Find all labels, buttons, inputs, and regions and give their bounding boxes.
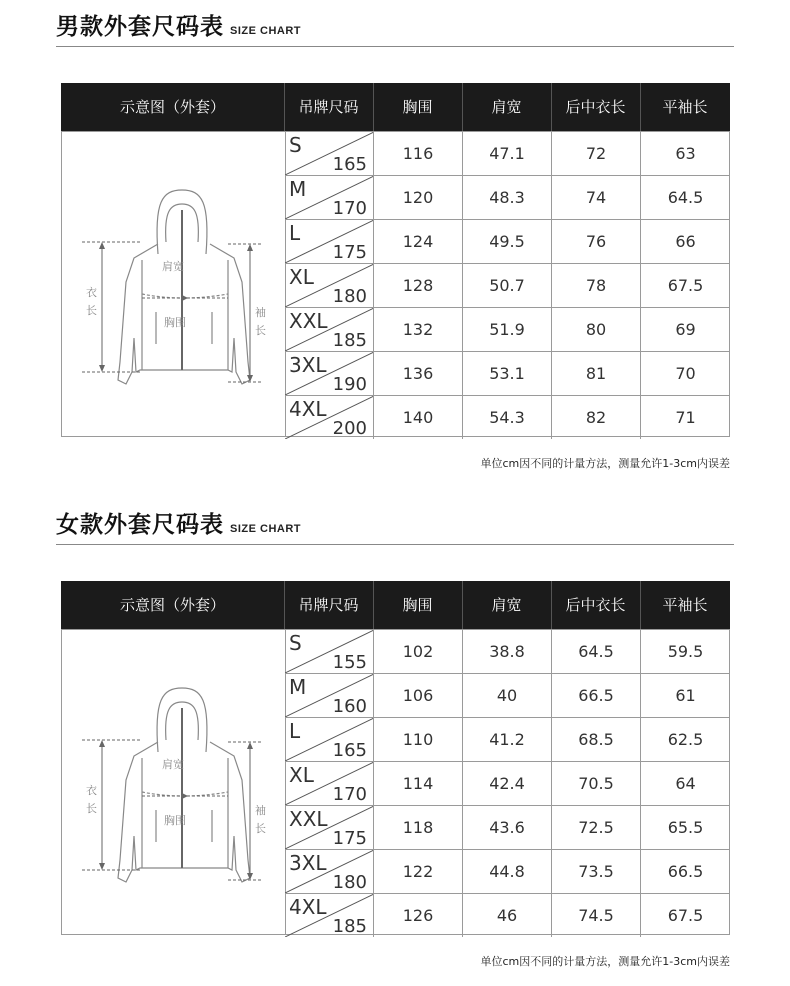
- shoulder-cell: 53.1: [463, 352, 552, 395]
- sleeve-cell: 70: [675, 364, 696, 383]
- table-body: [61, 131, 730, 437]
- back-length-cell: 74: [552, 176, 641, 219]
- label-shoulder: 肩宽: [162, 260, 184, 273]
- sleeve-cell: 67.5: [667, 906, 704, 925]
- chest-cell: 126: [374, 894, 463, 937]
- header-diagram: 示意图（外套）: [119, 98, 225, 116]
- title-divider: [56, 544, 734, 545]
- size-cell: [285, 674, 374, 717]
- table-row: [285, 396, 730, 440]
- size-label: S: [289, 631, 302, 655]
- label-chest: 胸围: [164, 316, 186, 329]
- label-length: 衣长: [86, 784, 97, 815]
- height-label: 170: [332, 784, 367, 805]
- size-cell: [285, 176, 374, 219]
- title-divider: [56, 46, 734, 47]
- jacket-diagram: [62, 630, 286, 934]
- height-label: 185: [332, 916, 367, 937]
- chest-cell: 128: [374, 264, 463, 307]
- table-row: [285, 762, 730, 806]
- sleeve-cell: 67.5: [667, 276, 704, 295]
- section-title-text: 男款外套尺码表: [56, 14, 224, 40]
- table-row: [285, 176, 730, 220]
- chest-cell: 140: [374, 396, 463, 439]
- size-label: XXL: [289, 309, 328, 333]
- table-row: [285, 806, 730, 850]
- shoulder-cell: 44.8: [463, 850, 552, 893]
- shoulder-cell: 41.2: [463, 718, 552, 761]
- chest-cell: 120: [374, 176, 463, 219]
- back-length-cell: 73.5: [552, 850, 641, 893]
- header-chest: 胸围: [402, 596, 433, 614]
- sleeve-cell: 66: [675, 232, 696, 251]
- back-length-cell: 72: [552, 132, 641, 175]
- label-chest: 胸围: [164, 814, 186, 827]
- shoulder-cell: 40: [463, 674, 552, 717]
- chest-cell: 118: [374, 806, 463, 849]
- section-subtitle: SIZE CHART: [230, 523, 301, 535]
- shoulder-cell: 48.3: [463, 176, 552, 219]
- shoulder-cell: 49.5: [463, 220, 552, 263]
- size-label: L: [289, 221, 301, 245]
- back-length-cell: 74.5: [552, 894, 641, 937]
- shoulder-cell: 50.7: [463, 264, 552, 307]
- back-length-cell: 82: [552, 396, 641, 439]
- table-row: [285, 132, 730, 176]
- sleeve-cell: 66.5: [667, 862, 704, 881]
- size-label: M: [289, 675, 307, 699]
- size-label: XL: [289, 265, 314, 289]
- shoulder-cell: 54.3: [463, 396, 552, 439]
- header-chest: 胸围: [402, 98, 433, 116]
- section-title: [56, 506, 301, 546]
- chest-cell: 132: [374, 308, 463, 351]
- size-label: XXL: [289, 807, 328, 831]
- back-length-cell: 72.5: [552, 806, 641, 849]
- chest-cell: 124: [374, 220, 463, 263]
- table-header: [61, 581, 730, 629]
- header-shoulder: 肩宽: [491, 98, 522, 116]
- table-row: [285, 352, 730, 396]
- height-label: 165: [332, 154, 367, 175]
- height-label: 165: [332, 740, 367, 761]
- header-back-length: 后中衣长: [565, 98, 626, 116]
- height-label: 180: [332, 872, 367, 893]
- sleeve-cell: 59.5: [667, 642, 704, 661]
- sleeve-cell: 61: [675, 686, 696, 705]
- size-label: 3XL: [289, 851, 327, 875]
- height-label: 175: [332, 828, 367, 849]
- chest-cell: 110: [374, 718, 463, 761]
- label-length: 衣长: [86, 286, 97, 317]
- height-label: 175: [332, 242, 367, 263]
- height-label: 155: [332, 652, 367, 673]
- measurement-note: 单位cm因不同的计量方法，测量允许1-3cm内误差: [480, 457, 730, 470]
- size-cell: [285, 894, 374, 937]
- height-label: 160: [332, 696, 367, 717]
- table-row: [285, 264, 730, 308]
- size-cell: [285, 850, 374, 893]
- header-tag-size: 吊牌尺码: [298, 98, 359, 116]
- table-body: [61, 629, 730, 935]
- label-sleeve: 袖长: [255, 306, 266, 337]
- section-title: [56, 8, 301, 48]
- size-cell: [285, 762, 374, 805]
- back-length-cell: 81: [552, 352, 641, 395]
- chest-cell: 114: [374, 762, 463, 805]
- size-cell: [285, 718, 374, 761]
- table-row: [285, 630, 730, 674]
- table-row: [285, 220, 730, 264]
- size-label: 4XL: [289, 397, 327, 421]
- label-shoulder: 肩宽: [162, 758, 184, 771]
- section-title-text: 女款外套尺码表: [56, 512, 224, 538]
- back-length-cell: 66.5: [552, 674, 641, 717]
- table-header: [61, 83, 730, 131]
- sleeve-cell: 63: [675, 144, 696, 163]
- shoulder-cell: 46: [463, 894, 552, 937]
- table-row: [285, 674, 730, 718]
- chest-cell: 136: [374, 352, 463, 395]
- size-label: S: [289, 133, 302, 157]
- size-label: M: [289, 177, 307, 201]
- height-label: 200: [332, 418, 367, 439]
- chest-cell: 122: [374, 850, 463, 893]
- back-length-cell: 70.5: [552, 762, 641, 805]
- size-label: L: [289, 719, 301, 743]
- chest-cell: 102: [374, 630, 463, 673]
- chest-cell: 116: [374, 132, 463, 175]
- section-subtitle: SIZE CHART: [230, 25, 301, 37]
- size-label: XL: [289, 763, 314, 787]
- size-cell: [285, 264, 374, 307]
- shoulder-cell: 47.1: [463, 132, 552, 175]
- height-label: 180: [332, 286, 367, 307]
- size-cell: [285, 630, 374, 673]
- label-sleeve: 袖长: [255, 804, 266, 835]
- sleeve-cell: 69: [675, 320, 696, 339]
- measurement-note: 单位cm因不同的计量方法，测量允许1-3cm内误差: [480, 955, 730, 968]
- header-tag-size: 吊牌尺码: [298, 596, 359, 614]
- size-cell: [285, 396, 374, 439]
- size-label: 4XL: [289, 895, 327, 919]
- size-cell: [285, 352, 374, 395]
- table-row: [285, 894, 730, 938]
- height-label: 185: [332, 330, 367, 351]
- jacket-diagram: [62, 132, 286, 436]
- header-shoulder: 肩宽: [491, 596, 522, 614]
- size-label: 3XL: [289, 353, 327, 377]
- header-back-length: 后中衣长: [565, 596, 626, 614]
- header-sleeve: 平袖长: [662, 596, 708, 614]
- back-length-cell: 78: [552, 264, 641, 307]
- table-row: [285, 308, 730, 352]
- header-diagram: 示意图（外套）: [119, 596, 225, 614]
- chest-cell: 106: [374, 674, 463, 717]
- size-cell: [285, 220, 374, 263]
- back-length-cell: 68.5: [552, 718, 641, 761]
- back-length-cell: 80: [552, 308, 641, 351]
- height-label: 190: [332, 374, 367, 395]
- size-cell: [285, 132, 374, 175]
- sleeve-cell: 64.5: [667, 188, 704, 207]
- size-cell: [285, 308, 374, 351]
- sleeve-cell: 65.5: [667, 818, 704, 837]
- table-row: [285, 850, 730, 894]
- shoulder-cell: 51.9: [463, 308, 552, 351]
- table-row: [285, 718, 730, 762]
- back-length-cell: 64.5: [552, 630, 641, 673]
- shoulder-cell: 43.6: [463, 806, 552, 849]
- back-length-cell: 76: [552, 220, 641, 263]
- size-cell: [285, 806, 374, 849]
- sleeve-cell: 71: [675, 408, 696, 427]
- header-sleeve: 平袖长: [662, 98, 708, 116]
- shoulder-cell: 38.8: [463, 630, 552, 673]
- shoulder-cell: 42.4: [463, 762, 552, 805]
- sleeve-cell: 62.5: [667, 730, 704, 749]
- height-label: 170: [332, 198, 367, 219]
- sleeve-cell: 64: [675, 774, 696, 793]
